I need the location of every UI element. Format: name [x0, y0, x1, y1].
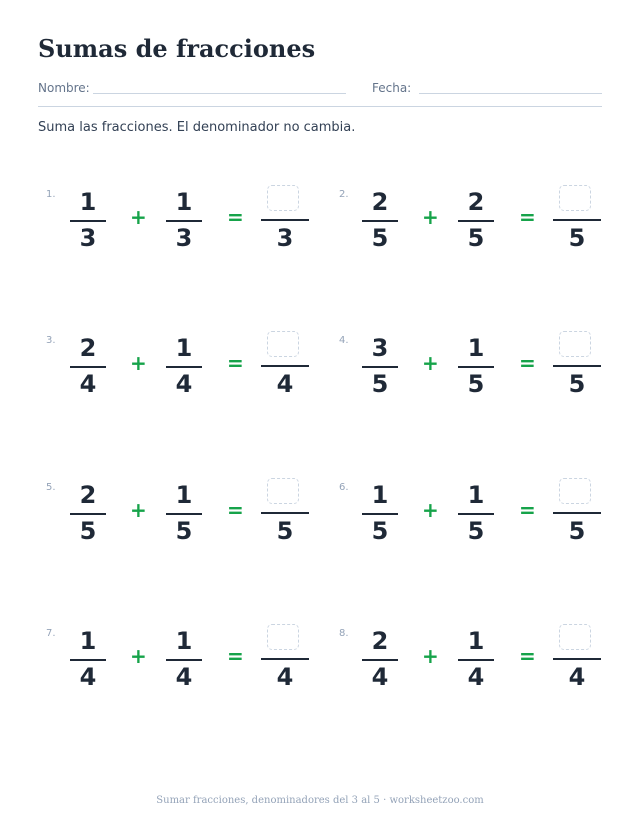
plus-sign: +: [422, 498, 439, 522]
equals-sign: =: [227, 351, 244, 375]
fraction-bar: [70, 220, 106, 222]
denominator: 5: [568, 224, 586, 252]
denominator: 4: [79, 663, 97, 691]
fraction-bar: [70, 659, 106, 661]
numerator: 1: [467, 481, 485, 509]
denominator: 4: [467, 663, 485, 691]
fraction-bar: [553, 219, 601, 221]
fraction-bar: [458, 366, 494, 368]
header-divider: [38, 106, 602, 107]
fraction-bar: [261, 512, 309, 514]
fraction-bar: [553, 365, 601, 367]
denominator: 5: [371, 224, 389, 252]
denominator: 5: [467, 370, 485, 398]
addend-2-fraction: [458, 183, 494, 255]
plus-sign: +: [130, 498, 147, 522]
problem-number: 1.: [46, 189, 56, 200]
equals-sign: =: [519, 205, 536, 229]
denominator: 4: [568, 663, 586, 691]
equals-sign: =: [519, 644, 536, 668]
addend-1-fraction: [362, 183, 398, 255]
fraction-bar: [261, 365, 309, 367]
numerator: 1: [175, 627, 193, 655]
name-label: Nombre:: [38, 81, 90, 95]
answer-box[interactable]: [267, 185, 299, 211]
fraction-bar: [70, 366, 106, 368]
fraction-bar: [553, 512, 601, 514]
problem-number: 7.: [46, 628, 56, 639]
numerator: 1: [371, 481, 389, 509]
denominator: 5: [568, 517, 586, 545]
fraction-bar: [166, 659, 202, 661]
addend-1-fraction: [70, 183, 106, 255]
addend-2-fraction: [458, 476, 494, 548]
numerator: 3: [371, 334, 389, 362]
problem-item: [46, 183, 326, 263]
problem-number: 5.: [46, 482, 56, 493]
problem-item: [339, 329, 619, 409]
date-label: Fecha:: [372, 81, 412, 95]
problem-item: [339, 476, 619, 556]
addend-1-fraction: [70, 476, 106, 548]
plus-sign: +: [130, 351, 147, 375]
equals-sign: =: [227, 644, 244, 668]
addend-2-fraction: [458, 329, 494, 401]
answer-box[interactable]: [559, 185, 591, 211]
answer-box[interactable]: [559, 624, 591, 650]
numerator: 2: [371, 188, 389, 216]
problem-number: 3.: [46, 335, 56, 346]
addend-2-fraction: [166, 329, 202, 401]
addend-1-fraction: [362, 476, 398, 548]
addend-1-fraction: [362, 329, 398, 401]
numerator: 2: [79, 481, 97, 509]
fraction-bar: [553, 658, 601, 660]
result-fraction: [261, 329, 309, 401]
equals-sign: =: [519, 498, 536, 522]
addend-1-fraction: [362, 622, 398, 694]
equals-sign: =: [227, 205, 244, 229]
denominator: 5: [79, 517, 97, 545]
denominator: 5: [276, 517, 294, 545]
numerator: 1: [175, 481, 193, 509]
denominator: 5: [175, 517, 193, 545]
plus-sign: +: [422, 644, 439, 668]
student-info-row: [38, 78, 602, 98]
answer-box[interactable]: [559, 478, 591, 504]
problem-number: 2.: [339, 189, 349, 200]
result-fraction: [261, 476, 309, 548]
numerator: 2: [467, 188, 485, 216]
fraction-bar: [70, 513, 106, 515]
addend-2-fraction: [166, 183, 202, 255]
denominator: 4: [276, 663, 294, 691]
numerator: 2: [371, 627, 389, 655]
addend-1-fraction: [70, 622, 106, 694]
fraction-bar: [166, 513, 202, 515]
result-fraction: [553, 622, 601, 694]
denominator: 5: [371, 370, 389, 398]
date-field-line[interactable]: [419, 93, 602, 94]
name-field-line[interactable]: [93, 93, 346, 94]
problem-number: 8.: [339, 628, 349, 639]
answer-box[interactable]: [267, 478, 299, 504]
answer-box[interactable]: [267, 624, 299, 650]
denominator: 4: [371, 663, 389, 691]
denominator: 4: [175, 370, 193, 398]
problem-item: [46, 329, 326, 409]
answer-box[interactable]: [267, 331, 299, 357]
result-fraction: [553, 183, 601, 255]
fraction-bar: [166, 220, 202, 222]
numerator: 1: [175, 334, 193, 362]
numerator: 1: [467, 334, 485, 362]
equals-sign: =: [227, 498, 244, 522]
numerator: 1: [467, 627, 485, 655]
answer-box[interactable]: [559, 331, 591, 357]
problem-item: [339, 622, 619, 702]
fraction-bar: [261, 658, 309, 660]
addend-2-fraction: [166, 622, 202, 694]
denominator: 5: [467, 517, 485, 545]
addend-1-fraction: [70, 329, 106, 401]
fraction-bar: [362, 659, 398, 661]
result-fraction: [553, 329, 601, 401]
problem-item: [46, 476, 326, 556]
result-fraction: [261, 622, 309, 694]
denominator: 5: [568, 370, 586, 398]
numerator: 1: [79, 188, 97, 216]
fraction-bar: [458, 659, 494, 661]
equals-sign: =: [519, 351, 536, 375]
numerator: 1: [175, 188, 193, 216]
footer-credit: Sumar fracciones, denominadores del 3 al 5 · worksheetzoo.com: [156, 795, 484, 806]
numerator: 1: [79, 627, 97, 655]
fraction-bar: [261, 219, 309, 221]
problem-item: [339, 183, 619, 263]
fraction-bar: [362, 513, 398, 515]
denominator: 5: [371, 517, 389, 545]
result-fraction: [553, 476, 601, 548]
result-fraction: [261, 183, 309, 255]
denominator: 3: [276, 224, 294, 252]
denominator: 4: [276, 370, 294, 398]
fraction-bar: [458, 220, 494, 222]
fraction-bar: [362, 366, 398, 368]
addend-2-fraction: [458, 622, 494, 694]
fraction-bar: [166, 366, 202, 368]
denominator: 3: [79, 224, 97, 252]
denominator: 4: [175, 663, 193, 691]
denominator: 3: [175, 224, 193, 252]
plus-sign: +: [130, 205, 147, 229]
problem-item: [46, 622, 326, 702]
denominator: 4: [79, 370, 97, 398]
fraction-bar: [362, 220, 398, 222]
numerator: 2: [79, 334, 97, 362]
fraction-bar: [458, 513, 494, 515]
denominator: 5: [467, 224, 485, 252]
plus-sign: +: [130, 644, 147, 668]
problem-number: 4.: [339, 335, 349, 346]
plus-sign: +: [422, 351, 439, 375]
problem-number: 6.: [339, 482, 349, 493]
page-title: Sumas de fracciones: [38, 34, 316, 63]
addend-2-fraction: [166, 476, 202, 548]
instructions: Suma las fracciones. El denominador no cambia.: [38, 120, 356, 135]
plus-sign: +: [422, 205, 439, 229]
